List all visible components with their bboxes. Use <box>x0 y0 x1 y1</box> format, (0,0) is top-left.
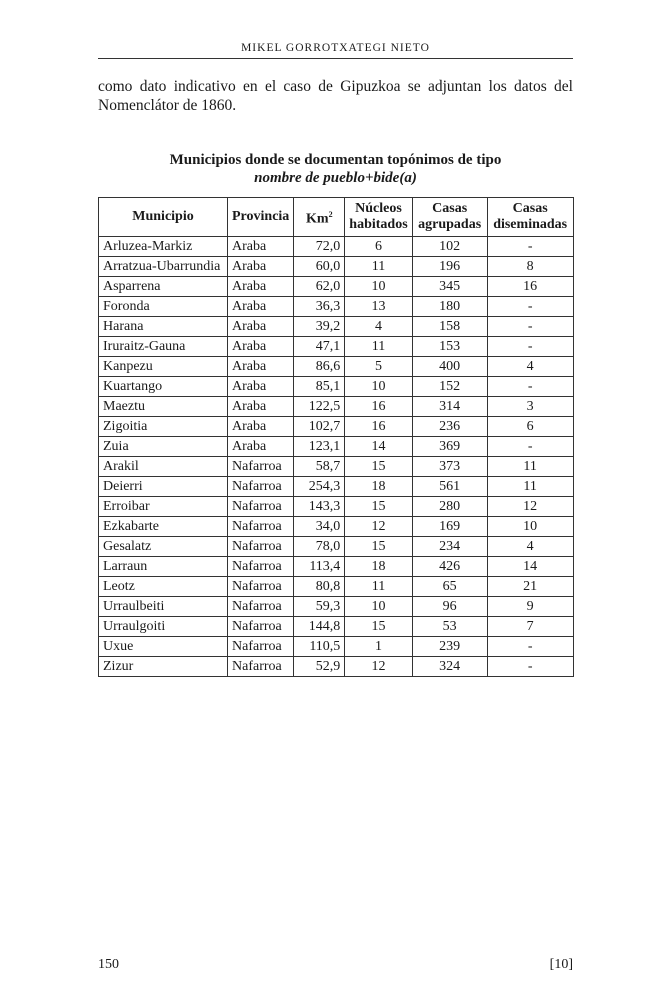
table-row <box>99 357 574 377</box>
cell-nucleos: 5 <box>345 357 412 377</box>
cell-agrupadas: 96 <box>412 597 487 617</box>
cell-diseminadas: - <box>487 297 573 317</box>
cell-km: 110,5 <box>294 637 345 657</box>
cell-diseminadas: - <box>487 437 573 457</box>
cell-nucleos: 11 <box>345 337 412 357</box>
cell-provincia: Araba <box>228 397 294 417</box>
cell-agrupadas: 234 <box>412 537 487 557</box>
cell-diseminadas: 6 <box>487 417 573 437</box>
cell-agrupadas: 400 <box>412 357 487 377</box>
table-subtitle: nombre de pueblo+bide(a) <box>254 170 417 186</box>
cell-diseminadas: 8 <box>487 257 573 277</box>
cell-provincia: Araba <box>228 277 294 297</box>
cell-provincia: Nafarroa <box>228 497 294 517</box>
table-body <box>99 237 574 677</box>
cell-km: 78,0 <box>294 537 345 557</box>
cell-provincia: Araba <box>228 417 294 437</box>
cell-diseminadas: - <box>487 377 573 397</box>
table-row <box>99 397 574 417</box>
cell-provincia: Nafarroa <box>228 537 294 557</box>
table-row <box>99 597 574 617</box>
cell-nucleos: 12 <box>345 657 412 677</box>
header-municipio: Municipio <box>99 198 228 237</box>
cell-municipio: Erroibar <box>99 497 228 517</box>
table-row <box>99 317 574 337</box>
table-row <box>99 577 574 597</box>
bracket-number: [10] <box>549 957 573 972</box>
cell-municipio: Zizur <box>99 657 228 677</box>
header-agrupadas <box>412 198 487 237</box>
header-km-sup: 2 <box>328 209 333 219</box>
cell-agrupadas: 153 <box>412 337 487 357</box>
cell-nucleos: 10 <box>345 597 412 617</box>
cell-provincia: Nafarroa <box>228 637 294 657</box>
cell-nucleos: 15 <box>345 457 412 477</box>
cell-nucleos: 13 <box>345 297 412 317</box>
cell-municipio: Zuia <box>99 437 228 457</box>
cell-provincia: Araba <box>228 297 294 317</box>
cell-km: 113,4 <box>294 557 345 577</box>
cell-agrupadas: 236 <box>412 417 487 437</box>
cell-nucleos: 16 <box>345 417 412 437</box>
cell-nucleos: 4 <box>345 317 412 337</box>
cell-agrupadas: 373 <box>412 457 487 477</box>
cell-agrupadas: 169 <box>412 517 487 537</box>
table-row <box>99 637 574 657</box>
cell-diseminadas: - <box>487 317 573 337</box>
cell-nucleos: 11 <box>345 577 412 597</box>
cell-diseminadas: 10 <box>487 517 573 537</box>
header-agrupadas-line1: Casas <box>432 201 468 216</box>
cell-provincia: Araba <box>228 337 294 357</box>
cell-provincia: Nafarroa <box>228 517 294 537</box>
cell-agrupadas: 314 <box>412 397 487 417</box>
cell-diseminadas: - <box>487 637 573 657</box>
cell-provincia: Nafarroa <box>228 597 294 617</box>
cell-km: 59,3 <box>294 597 345 617</box>
table-row <box>99 477 574 497</box>
table-row <box>99 337 574 357</box>
cell-municipio: Iruraitz-Gauna <box>99 337 228 357</box>
cell-km: 123,1 <box>294 437 345 457</box>
table-row <box>99 417 574 437</box>
cell-agrupadas: 345 <box>412 277 487 297</box>
cell-municipio: Larraun <box>99 557 228 577</box>
cell-nucleos: 16 <box>345 397 412 417</box>
cell-municipio: Kanpezu <box>99 357 228 377</box>
cell-km: 47,1 <box>294 337 345 357</box>
cell-nucleos: 10 <box>345 277 412 297</box>
cell-municipio: Deierri <box>99 477 228 497</box>
cell-km: 52,9 <box>294 657 345 677</box>
cell-provincia: Araba <box>228 377 294 397</box>
table-row <box>99 517 574 537</box>
cell-provincia: Araba <box>228 257 294 277</box>
header-km <box>294 198 345 237</box>
cell-provincia: Nafarroa <box>228 457 294 477</box>
cell-municipio: Kuartango <box>99 377 228 397</box>
cell-municipio: Arakil <box>99 457 228 477</box>
cell-municipio: Zigoitia <box>99 417 228 437</box>
header-diseminadas-line2: diseminadas <box>493 217 568 232</box>
cell-agrupadas: 196 <box>412 257 487 277</box>
cell-municipio: Foronda <box>99 297 228 317</box>
cell-municipio: Maeztu <box>99 397 228 417</box>
cell-agrupadas: 324 <box>412 657 487 677</box>
header-diseminadas-line1: Casas <box>512 201 548 216</box>
cell-provincia: Nafarroa <box>228 477 294 497</box>
cell-diseminadas: 21 <box>487 577 573 597</box>
table-row <box>99 297 574 317</box>
page-number: 150 <box>98 957 119 972</box>
table-row <box>99 657 574 677</box>
cell-nucleos: 14 <box>345 437 412 457</box>
cell-km: 58,7 <box>294 457 345 477</box>
table-row <box>99 497 574 517</box>
header-km-text: Km <box>306 211 329 227</box>
cell-provincia: Nafarroa <box>228 577 294 597</box>
cell-municipio: Arratzua-Ubarrundia <box>99 257 228 277</box>
cell-agrupadas: 561 <box>412 477 487 497</box>
header-nucleos <box>345 198 412 237</box>
cell-diseminadas: 12 <box>487 497 573 517</box>
cell-km: 36,3 <box>294 297 345 317</box>
cell-agrupadas: 369 <box>412 437 487 457</box>
cell-diseminadas: - <box>487 657 573 677</box>
cell-municipio: Urraulgoiti <box>99 617 228 637</box>
cell-municipio: Arluzea-Markiz <box>99 237 228 257</box>
table-title <box>98 151 573 187</box>
cell-nucleos: 1 <box>345 637 412 657</box>
cell-km: 122,5 <box>294 397 345 417</box>
header-diseminadas <box>487 198 573 237</box>
cell-km: 254,3 <box>294 477 345 497</box>
header-rule <box>98 58 573 59</box>
cell-km: 102,7 <box>294 417 345 437</box>
cell-agrupadas: 53 <box>412 617 487 637</box>
cell-municipio: Uxue <box>99 637 228 657</box>
cell-diseminadas: 14 <box>487 557 573 577</box>
cell-km: 80,8 <box>294 577 345 597</box>
table-row <box>99 537 574 557</box>
cell-diseminadas: 7 <box>487 617 573 637</box>
cell-agrupadas: 280 <box>412 497 487 517</box>
cell-provincia: Araba <box>228 317 294 337</box>
cell-nucleos: 12 <box>345 517 412 537</box>
cell-provincia: Nafarroa <box>228 617 294 637</box>
cell-km: 62,0 <box>294 277 345 297</box>
cell-diseminadas: 9 <box>487 597 573 617</box>
table-row <box>99 617 574 637</box>
cell-diseminadas: 11 <box>487 477 573 497</box>
cell-km: 39,2 <box>294 317 345 337</box>
cell-diseminadas: 11 <box>487 457 573 477</box>
cell-agrupadas: 158 <box>412 317 487 337</box>
table-row <box>99 457 574 477</box>
header-nucleos-line1: Núcleos <box>355 201 402 216</box>
cell-diseminadas: 4 <box>487 537 573 557</box>
cell-km: 85,1 <box>294 377 345 397</box>
table-row <box>99 557 574 577</box>
cell-nucleos: 18 <box>345 557 412 577</box>
cell-km: 34,0 <box>294 517 345 537</box>
cell-municipio: Asparrena <box>99 277 228 297</box>
table-title-text: Municipios donde se documentan topónimos de tipo <box>169 152 502 168</box>
cell-km: 143,3 <box>294 497 345 517</box>
cell-municipio: Ezkabarte <box>99 517 228 537</box>
cell-km: 60,0 <box>294 257 345 277</box>
table-row <box>99 437 574 457</box>
cell-agrupadas: 180 <box>412 297 487 317</box>
cell-municipio: Gesalatz <box>99 537 228 557</box>
cell-municipio: Leotz <box>99 577 228 597</box>
header-agrupadas-line2: agrupadas <box>418 217 482 232</box>
header-nucleos-line2: habitados <box>349 217 408 232</box>
cell-provincia: Araba <box>228 237 294 257</box>
table-row <box>99 257 574 277</box>
cell-diseminadas: 3 <box>487 397 573 417</box>
cell-nucleos: 15 <box>345 617 412 637</box>
cell-nucleos: 15 <box>345 537 412 557</box>
cell-nucleos: 18 <box>345 477 412 497</box>
cell-nucleos: 6 <box>345 237 412 257</box>
cell-provincia: Araba <box>228 357 294 377</box>
cell-km: 86,6 <box>294 357 345 377</box>
cell-nucleos: 15 <box>345 497 412 517</box>
cell-agrupadas: 102 <box>412 237 487 257</box>
cell-diseminadas: - <box>487 237 573 257</box>
body-paragraph: como dato indicativo en el caso de Gipuzkoa se adjuntan los datos del Nomenclátor de 1860. <box>98 78 573 114</box>
cell-provincia: Nafarroa <box>228 557 294 577</box>
table-row <box>99 237 574 257</box>
cell-km: 72,0 <box>294 237 345 257</box>
cell-agrupadas: 426 <box>412 557 487 577</box>
cell-municipio: Harana <box>99 317 228 337</box>
cell-municipio: Urraulbeiti <box>99 597 228 617</box>
table-row <box>99 277 574 297</box>
cell-agrupadas: 65 <box>412 577 487 597</box>
cell-km: 144,8 <box>294 617 345 637</box>
cell-agrupadas: 239 <box>412 637 487 657</box>
cell-diseminadas: 16 <box>487 277 573 297</box>
table-row <box>99 377 574 397</box>
cell-diseminadas: - <box>487 337 573 357</box>
cell-nucleos: 10 <box>345 377 412 397</box>
header-provincia: Provincia <box>228 198 294 237</box>
cell-nucleos: 11 <box>345 257 412 277</box>
cell-provincia: Nafarroa <box>228 657 294 677</box>
cell-provincia: Araba <box>228 437 294 457</box>
municipios-table <box>98 197 574 677</box>
cell-diseminadas: 4 <box>487 357 573 377</box>
table-header-row <box>99 198 574 237</box>
cell-agrupadas: 152 <box>412 377 487 397</box>
running-head: MIKEL GORROTXATEGI NIETO <box>241 42 430 54</box>
